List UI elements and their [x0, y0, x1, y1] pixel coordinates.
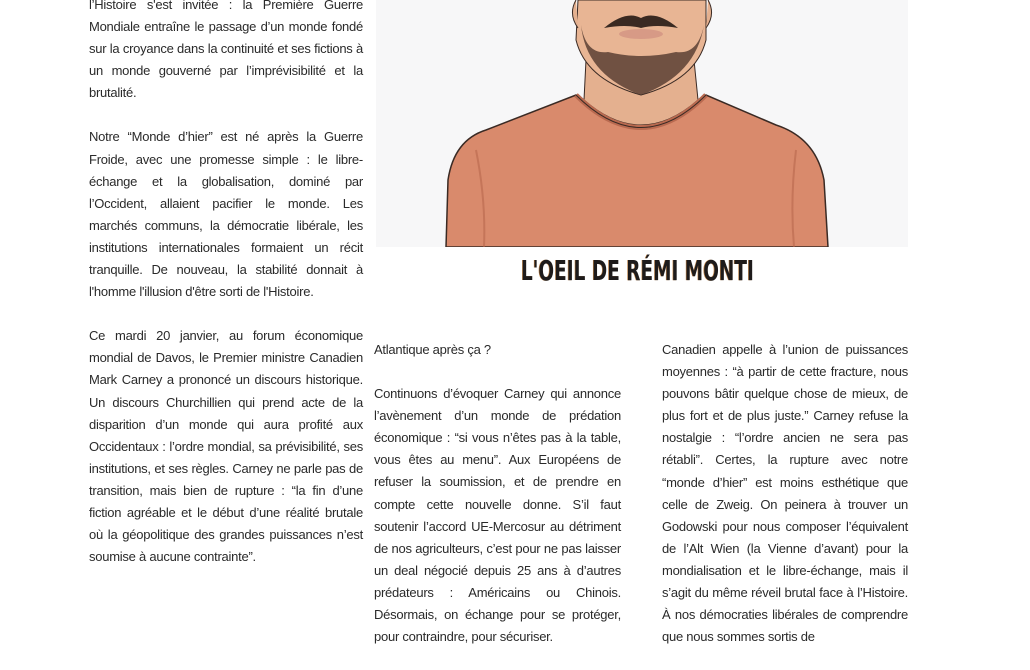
column-heading: L'OEIL DE RÉMI MONTI [521, 254, 754, 287]
paragraph: Continuons d’évoquer Carney qui annonce l’avènement d’un monde de prédation économique : “si vous n’êtes pas à la table, vous êtes au menu”. Aux Européens de refuser la soumission, et de prendre en compte cette nouvelle donne. S’il faut soutenir l’accord UE-Mercosur au détriment de nos agriculteurs, c’est pour ne pas laisser un deal négocié depuis 25 ans à d’autres prédateurs : Américains ou Chinois. Désormais, on échange pour se protéger, pour contraindre, pour sécuriser. [374, 386, 621, 645]
portrait-drawing [376, 0, 908, 247]
heading-container [521, 254, 874, 287]
paragraph: Atlantique après ça ? [374, 342, 491, 357]
article-column-right [662, 339, 908, 670]
paragraph: Notre “Monde d’hier” est né après la Guerre Froide, avec une promesse simple : le libre-échange et la globalisation, dominé par l’Occident, allaient pacifier le monde. Les marchés communs, la démocratie libérale, les institutions internationales formaient un récit tranquille. De nouveau, la stabilité donnait à l'homme l'illusion d'être sorti de l'Histoire. [89, 129, 363, 300]
paragraph: Canadien appelle à l’union de puissances moyennes : “à partir de cette fracture, nous pouvons bâtir quelque chose de mieux, de plus fort et de plus juste.” Carney refuse la nostalgie : “l’ordre ancien ne sera pas rétabli”. Certes, la rupture avec notre “monde d’hier” est moins esthétique que celle de Zweig. On peinera à trouver un Godowski pour nous composer l’équivalent de l’Alt Wien (la Vienne d’avant) pour la mondialisation et le libre-échange, mais il s’agit du même réveil brutal face à l’Histoire. À nos démocraties libérales de comprendre que nous sommes sortis de [662, 342, 908, 645]
paragraph: Ce mardi 20 janvier, au forum économique mondial de Davos, le Premier ministre Canadien Mark Carney a prononcé un discours historique. Un discours Churchillien qui prend acte de la disparition d’un monde qui aura profité aux Occidentaux : l’ordre mondial, sa prévisibilité, ses institutions, et ses règles. Carney ne parle pas de transition, mais bien de rupture : “la fin d’une fiction agréable et le début d’une réalité brutale où la géopolitique des grandes puissances n’est soumise à aucune contrainte”. [89, 328, 363, 565]
article-column-middle [374, 339, 621, 670]
paragraph: l’Histoire s'est invitée : la Première Guerre Mondiale entraîne le passage d’un monde fondé sur la croyance dans la continuité et ses fictions à un monde gouverné par l’imprévisibilité et la brutalité. [89, 0, 363, 101]
illustration-portrait [376, 0, 908, 247]
article-column-left [89, 0, 363, 590]
